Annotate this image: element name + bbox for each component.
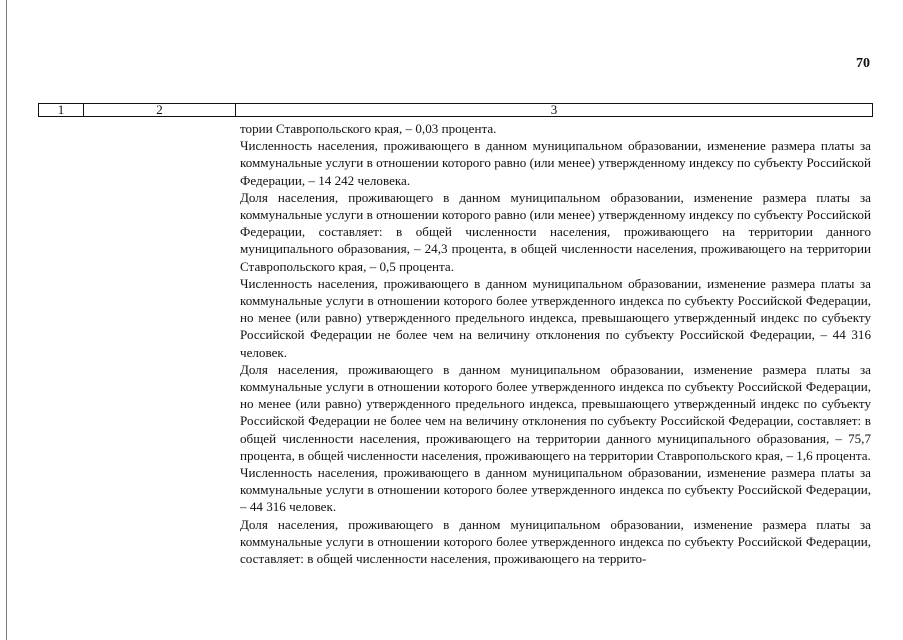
page-edge-line: [6, 0, 7, 640]
table-header-cell-1: 1: [39, 104, 84, 116]
paragraph: Доля населения, проживающего в данном муниципальном образовании, изменение размера платы за коммунальные услуги в отношении которого более утвержденного индекса по субъекту Российской Федерации, но менее (или равно) утвержденного предельного индекса, превышающего утвержденный индекс по субъекту Российской Федерации не более чем на величину отклонения по субъекту Российской Федерации, составляет: в общей численности населения, проживающего на территории данного муниципального образования, – 75,7 процента, в общей численности населения, проживающего на территории Ставропольского края, – 1,6 процента.: [240, 361, 871, 463]
paragraph: Численность населения, проживающего в данном муниципальном образовании, изменение размера платы за коммунальные услуги в отношении которого более утвержденного индекса по субъекту Российской Федерации, – 44 316 человек.: [240, 465, 871, 515]
paragraph: Численность населения, проживающего в данном муниципальном образовании, изменение размера платы за коммунальные услуги в отношении которого равно (или менее) утвержденному индексу по субъекту Российской Федерации, – 14 242 человека.: [240, 138, 871, 188]
document-body: [240, 120, 871, 567]
page-number: 70: [856, 56, 870, 71]
table-header-cell-2: 2: [84, 104, 236, 116]
paragraph: Доля населения, проживающего в данном муниципальном образовании, изменение размера платы за коммунальные услуги в отношении которого более утвержденного индекса по субъекту Российской Федерации, составляет: в общей численности населения, проживающего на террито-: [240, 516, 871, 567]
paragraph: Численность населения, проживающего в данном муниципальном образовании, изменение размера платы за коммунальные услуги в отношении которого более утвержденного индекса по субъекту Российской Федерации, но менее (или равно) утвержденного предельного индекса, превышающего утвержденный индекс по субъекту Российской Федерации не более чем на величину отклонения по субъекту Российской Федерации, – 44 316 человек.: [240, 275, 871, 360]
paragraph: тории Ставропольского края, – 0,03 процента.: [240, 121, 497, 136]
table-header-cell-3: 3: [550, 102, 558, 117]
paragraph: Доля населения, проживающего в данном муниципальном образовании, изменение размера платы за коммунальные услуги в отношении которого равно (или менее) утвержденному индексу по субъекту Российской Федерации, составляет: в общей численности населения, проживающего на территории данного муниципального образования, – 24,3 процента, в общей численности населения, проживающего на территории Ставропольского края, – 0,5 процента.: [240, 189, 871, 274]
table-header-row: [38, 103, 873, 117]
